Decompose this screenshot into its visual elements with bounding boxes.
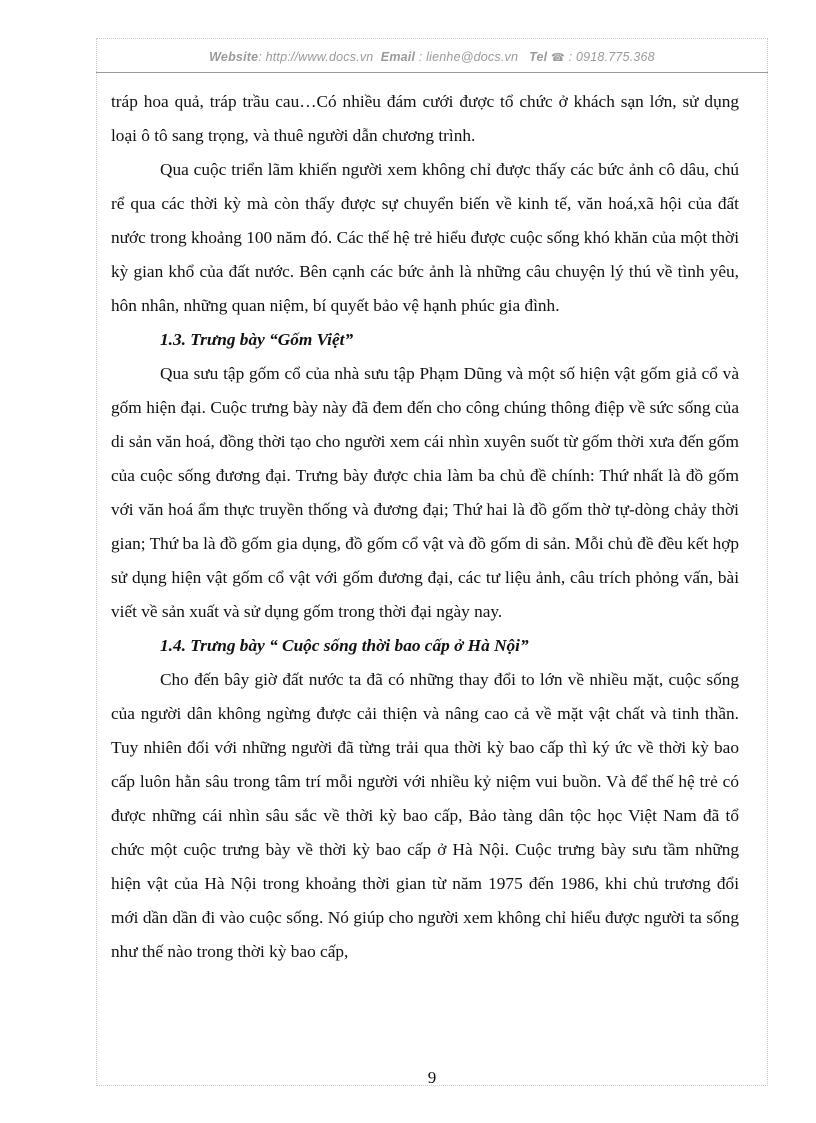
section-heading-1-3: 1.3. Trưng bày “Gốm Việt” [160,330,354,349]
website-label: Website [209,50,259,64]
email-value: : lienhe@docs.vn [415,50,519,64]
paragraph-gom-viet: Qua sưu tập gốm cổ của nhà sưu tập Phạm Dũng và một số hiện vật gốm giả cổ và gốm hiện đại. Cuộc trưng bày này đã đem đến cho công chúng thông điệp về sức sống của di sản văn hoá, đồng thời tạo cho người xem cái nhìn xuyên suốt từ gốm thời xưa đến gốm của cuộc sống đương đại. Trưng bày được chia làm ba chủ đề chính: Thứ nhất là đồ gốm với văn hoá ẩm thực truyền thống và đương đại; Thứ hai là đồ gốm thờ tự-dòng chảy thời gian; Thứ ba là đồ gốm gia dụng, đồ gốm cổ vật và đồ gốm di sản. Mỗi chủ đề đều kết hợp sử dụng hiện vật gốm cổ vật với gốm đương đại, các tư liệu ảnh, câu trích phỏng vấn, bài viết về sản xuất và sử dụng gốm trong thời đại ngày nay. [111,364,739,621]
page-header [96,50,768,64]
paragraph-bao-cap: Cho đến bây giờ đất nước ta đã có những thay đổi to lớn về nhiều mặt, cuộc sống của người dân không ngừng được cải thiện và nâng cao cả về mặt vật chất và tinh thần. Tuy nhiên đối với những người đã từng trải qua thời kỳ bao cấp thì ký ức về thời kỳ bao cấp luôn hằn sâu trong tâm trí mỗi người với nhiều kỷ niệm vui buồn. Và để thế hệ trẻ có được những cái nhìn sâu sắc về thời kỳ bao cấp, Bảo tàng dân tộc học Việt Nam đã tổ chức một cuộc trưng bày về thời kỳ bao cấp ở Hà Nội. Cuộc trưng bày sưu tầm những hiện vật của Hà Nội trong khoảng thời gian từ năm 1975 đến 1986, khi chủ trương đổi mới dần dần đi vào cuộc sống. Nó giúp cho người xem không chỉ hiểu được người ta sống như thế nào trong thời kỳ bao cấp, [111,670,739,961]
document-body [111,85,739,969]
section-heading-1-4: 1.4. Trưng bày “ Cuộc sống thời bao cấp ở Hà Nội” [160,636,529,655]
website-value: : http://www.docs.vn [258,50,374,64]
email-label: Email [380,50,416,64]
tel-label: Tel [529,50,548,64]
header-rule [96,72,768,73]
tel-value: : 0918.775.368 [568,50,655,64]
paragraph-continued: tráp hoa quả, tráp trầu cau…Có nhiều đám cưới được tổ chức ở khách sạn lớn, sử dụng loại ô tô sang trọng, và thuê người dẫn chương trình. [111,92,739,145]
page-number: 9 [427,1068,437,1087]
phone-icon: ☎ [551,52,565,64]
paragraph-exhibition: Qua cuộc triển lãm khiến người xem không chỉ được thấy các bức ảnh cô dâu, chú rể qua các thời kỳ mà còn thấy được sự chuyển biến về kinh tế, văn hoá,xã hội của đất nước trong khoảng 100 năm đó. Các thế hệ trẻ hiểu được cuộc sống khó khăn của một thời kỳ gian khổ của đất nước. Bên cạnh các bức ảnh là những câu chuyện lý thú về tình yêu, hôn nhân, những quan niệm, bí quyết bảo vệ hạnh phúc gia đình. [111,160,739,315]
